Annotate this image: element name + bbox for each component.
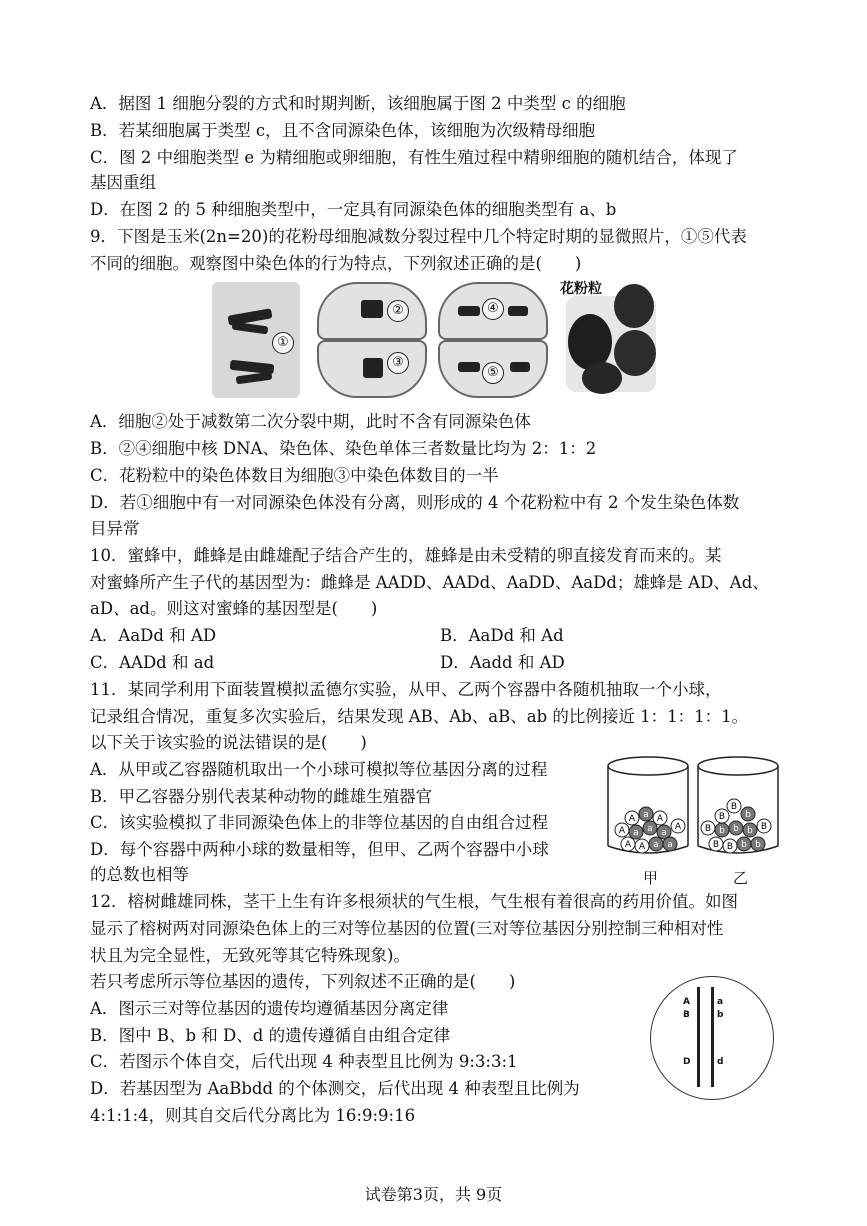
q12-option-d: D．若基因型为 AaBbdd 的个体测交，后代出现 4 种表型且比例为	[90, 1079, 580, 1098]
gene-b: b	[717, 1010, 724, 1020]
q10-stem: 10．蜜蜂中，雌蜂是由雌雄配子结合产生的，雄蜂是由未受精的卵直接发育而来的。某	[90, 546, 722, 565]
cell-label-2: ②	[387, 300, 409, 322]
jar-jia	[608, 757, 688, 853]
svg-text:b: b	[755, 840, 761, 850]
jars-diagram	[604, 756, 784, 866]
svg-text:A: A	[624, 840, 632, 850]
chromosome-2	[711, 987, 714, 1087]
svg-text:B: B	[718, 812, 726, 822]
svg-text:a: a	[643, 810, 649, 820]
q10-option-b: B．AaDd 和 Ad	[440, 626, 564, 645]
svg-text:a: a	[653, 840, 659, 850]
q9-option-d-cont: 目异常	[90, 519, 140, 538]
svg-text:a: a	[667, 840, 673, 850]
svg-text:A: A	[618, 826, 626, 836]
cell-label-1: ①	[272, 332, 294, 354]
svg-text:A: A	[656, 814, 664, 824]
q11-option-a: A．从甲或乙容器随机取出一个小球可模拟等位基因分离的过程	[90, 760, 548, 779]
chromosome-1	[697, 987, 700, 1087]
gene-d: d	[717, 1057, 724, 1067]
q8-option-b: B．若某细胞属于类型 c，且不含同源染色体，该细胞为次级精母细胞	[90, 121, 596, 140]
svg-text:b: b	[741, 840, 747, 850]
q12-option-d-cont: 4:1:1:4，则其自交后代分离比为 16:9:9:16	[90, 1106, 416, 1125]
q11-option-d: D．每个容器中两种小球的数量相等，但甲、乙两个容器中小球	[90, 840, 549, 859]
svg-text:A: A	[674, 822, 682, 832]
q10-stem-cont2: aD、ad。则这对蜜蜂的基因型是( )	[90, 599, 378, 618]
svg-text:B: B	[712, 840, 720, 850]
q10-option-a: A．AaDd 和 AD	[90, 626, 217, 645]
q8-option-a: A．据图 1 细胞分裂的方式和时期判断，该细胞属于图 2 中类型 c 的细胞	[90, 94, 626, 113]
svg-text:b: b	[745, 810, 751, 820]
q11-option-b: B．甲乙容器分别代表某种动物的雌雄生殖器官	[90, 787, 433, 806]
q11-option-c: C．该实验模拟了非同源染色体上的非等位基因的自由组合过程	[90, 813, 549, 832]
cell-label-3: ③	[387, 352, 409, 374]
gene-D: D	[683, 1057, 691, 1067]
q11-stem: 11．某同学利用下面装置模拟孟德尔实验，从甲、乙两个容器中各随机抽取一个小球，	[90, 680, 722, 699]
gene-B: B	[683, 1010, 690, 1020]
gene-A: A	[683, 997, 690, 1007]
q12-stem-cont2: 状且为完全显性，无致死等其它特殊现象)。	[90, 946, 410, 965]
micrograph-cells-2-3	[317, 282, 427, 398]
svg-text:a: a	[647, 824, 653, 834]
q10-option-d: D．Aadd 和 AD	[440, 653, 565, 672]
q9-option-a: A．细胞②处于减数第二次分裂中期，此时不含有同源染色体	[90, 412, 531, 431]
jar-label-jia: 甲	[643, 869, 659, 887]
q9-option-c: C．花粉粒中的染色体数目为细胞③中染色体数目的一半	[90, 466, 499, 485]
svg-text:b: b	[747, 826, 753, 836]
q12-option-b: B．图中 B、b 和 D、d 的遗传遵循自由组合定律	[90, 1026, 451, 1045]
q12-stem-cont3: 若只考虑所示等位基因的遗传，下列叙述不正确的是( )	[90, 972, 516, 991]
svg-text:b: b	[733, 824, 739, 834]
jar-label-yi: 乙	[733, 869, 749, 887]
svg-text:b: b	[719, 826, 725, 836]
q11-option-d-cont: 的总数也相等	[90, 865, 189, 884]
svg-text:B: B	[730, 802, 738, 812]
page-footer: 试卷第3页，共 9页	[364, 1185, 503, 1204]
q9-option-d: D．若①细胞中有一对同源染色体没有分离，则形成的 4 个花粉粒中有 2 个发生染色体数	[90, 493, 740, 512]
q12-stem: 12．榕树雌雄同株，茎干上生有许多根须状的气生根，气生根有着很高的药用价值。如图	[90, 892, 738, 911]
cell-label-4: ④	[482, 298, 504, 320]
svg-text:a: a	[661, 828, 667, 838]
q8-option-d: D．在图 2 的 5 种细胞类型中，一定具有同源染色体的细胞类型有 a、b	[90, 200, 617, 219]
svg-text:a: a	[633, 828, 639, 838]
micrograph-pollen	[558, 276, 662, 400]
q12-option-c: C．若图示个体自交，后代出现 4 种表型且比例为 9:3:3:1	[90, 1052, 518, 1071]
svg-text:B: B	[704, 824, 712, 834]
jar-yi	[698, 757, 778, 853]
q12-option-a: A．图示三对等位基因的遗传均遵循基因分离定律	[90, 999, 449, 1018]
q11-stem-cont: 记录组合情况，重复多次实验后，结果发现 AB、Ab、aB、ab 的比例接近 1：1：1：1。	[90, 707, 749, 726]
svg-text:B: B	[726, 842, 734, 852]
q9-stem: 9．下图是玉米(2n=20)的花粉母细胞减数分裂过程中几个特定时期的显微照片，①⑤代表	[90, 227, 747, 246]
micrograph-cells-4-5	[438, 282, 548, 398]
q12-stem-cont: 显示了榕树两对同源染色体上的三对等位基因的位置(三对等位基因分别控制三种相对性	[90, 919, 724, 938]
q9-stem-cont: 不同的细胞。观察图中染色体的行为特点，下列叙述正确的是( )	[90, 254, 582, 273]
micrograph-cell-1	[212, 282, 300, 398]
svg-text:A: A	[638, 842, 646, 852]
q9-option-b: B．②④细胞中核 DNA、染色体、染色单体三者数量比均为 2：1：2	[90, 439, 597, 458]
svg-text:B: B	[760, 822, 768, 832]
svg-text:A: A	[628, 814, 636, 824]
cell-label-5: ⑤	[482, 362, 504, 384]
pollen-label: 花粉粒	[560, 281, 602, 297]
q10-option-c: C．AADd 和 ad	[90, 653, 215, 672]
chromosome-diagram	[650, 976, 774, 1100]
q8-option-c-cont: 基因重组	[90, 173, 156, 192]
q10-stem-cont: 对蜜蜂所产生子代的基因型为：雌蜂是 AADD、AADd、AaDD、AaDd；雄蜂是 AD、Ad、	[90, 573, 769, 592]
q11-stem-cont2: 以下关于该实验的说法错误的是( )	[90, 733, 367, 752]
q8-option-c: C．图 2 中细胞类型 e 为精细胞或卵细胞，有性生殖过程中精卵细胞的随机结合，体现了	[90, 148, 738, 167]
gene-a: a	[717, 997, 724, 1007]
